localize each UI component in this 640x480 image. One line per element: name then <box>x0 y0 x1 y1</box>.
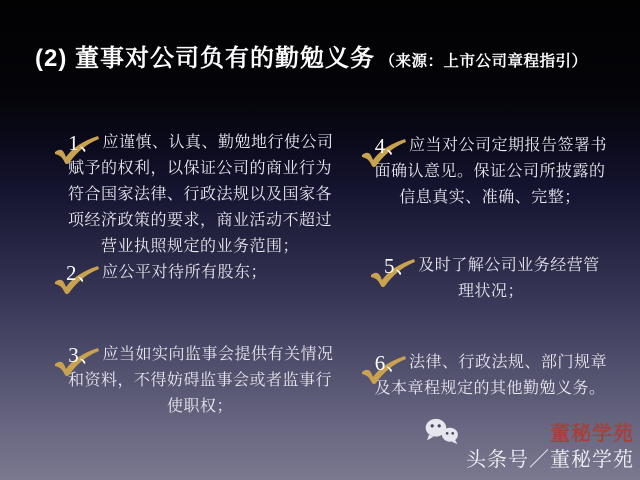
item-text: 应当如实向监事会提供有关情况和资料，不得妨碍监事会或者监事行使职权； <box>67 346 334 415</box>
brand-line <box>408 417 638 443</box>
slide-title-main: (2) 董事对公司负有的勤勉义务 <box>35 45 375 72</box>
item-text: 应当对公司定期报告签署书面确认意见。保证公司所披露的信息真实、准确、完整； <box>374 137 607 206</box>
duty-item-4 <box>370 133 610 211</box>
duty-item-1 <box>62 130 338 260</box>
item-text: 应谨慎、认真、勤勉地行使公司赋予的权利，以保证公司的商业行为符合国家法律、行政法规以及国家各项经济政策的要求，商业活动不超过营业执照规定的业务范围； <box>67 134 334 255</box>
check-number-6 <box>373 352 409 376</box>
duty-item-3 <box>62 342 338 420</box>
check-number-4 <box>373 135 409 159</box>
item-text: 及时了解公司业务经营管理状况； <box>418 257 600 300</box>
brand-footer <box>408 417 638 472</box>
duty-item-2 <box>66 260 342 286</box>
item-text: 应公平对待所有股东； <box>102 264 268 281</box>
item-number: 5、 <box>383 254 417 278</box>
check-number-3 <box>66 344 102 368</box>
brand-name: 董秘学苑 <box>550 423 634 445</box>
wechat-icon <box>422 417 462 445</box>
channel-name: 头条号／董秘学苑 <box>466 449 634 471</box>
slide-title-source: （来源：上市公司章程指引） <box>379 53 588 70</box>
item-number: 6、 <box>374 351 408 375</box>
item-number: 2、 <box>66 261 99 285</box>
item-number: 1、 <box>68 131 101 155</box>
check-number-1 <box>66 132 102 156</box>
item-number: 3、 <box>68 343 101 367</box>
item-text: 法律、行政法规、部门规章及本章程规定的其他勤勉义务。 <box>374 354 607 397</box>
slide-title <box>35 38 615 73</box>
duty-item-6 <box>370 350 610 402</box>
check-number-2 <box>66 262 102 286</box>
duty-item-5 <box>378 253 604 305</box>
check-number-5 <box>382 255 418 279</box>
item-number: 4、 <box>374 134 408 158</box>
